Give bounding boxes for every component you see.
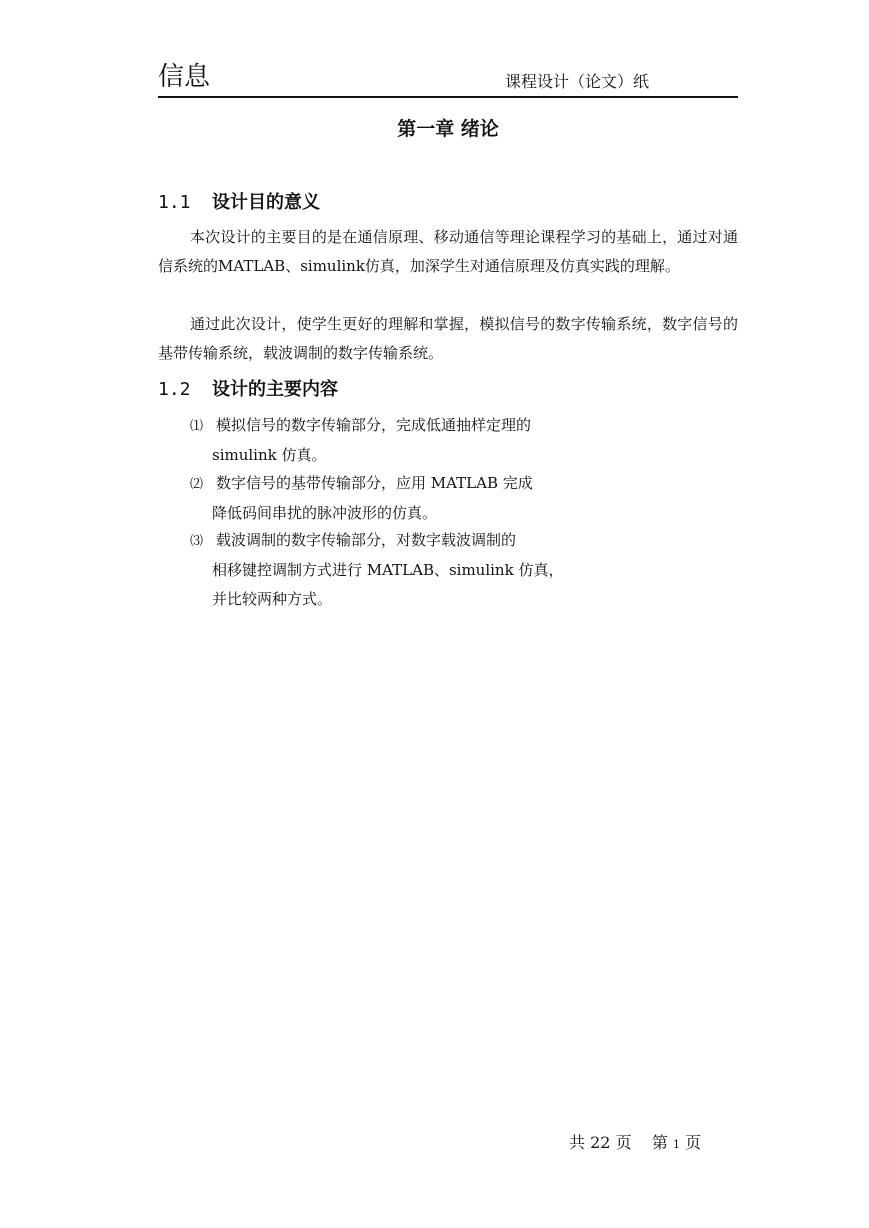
header-divider [158, 96, 738, 98]
footer-total-suffix: 页 [615, 1133, 632, 1152]
list-item-3 [190, 526, 590, 614]
footer-current-prefix: 第 [651, 1133, 668, 1152]
list-item-line: 并比较两种方式。 [212, 590, 333, 608]
list-item-line: 载波调制的数字传输部分，对数字载波调制的 [216, 531, 517, 549]
section1-paragraph-2: 通过此次设计，使学生更好的理解和掌握，模拟信号的数字传输系统，数字信号的基带传输系统，载波调制的数字传输系统。 [158, 315, 738, 362]
footer-total-pages: 22 [590, 1133, 611, 1152]
list-item-line: 数字信号的基带传输部分，应用 MATLAB 完成 [216, 474, 533, 492]
section-title: 设计的主要内容 [212, 379, 338, 400]
list-item-line: 相移键控调制方式进行 MATLAB、simulink 仿真， [212, 561, 564, 579]
section-number: 1.1 [158, 192, 191, 213]
list-item-line: 降低码间串扰的脉冲波形的仿真。 [212, 504, 438, 522]
list-item-line: simulink 仿真。 [212, 446, 327, 464]
list-item-2 [190, 469, 590, 528]
list-item-1 [190, 411, 590, 470]
list-marker: ⑵ [190, 477, 204, 492]
list-item-line: 模拟信号的数字传输部分，完成低通抽样定理的 [216, 416, 532, 434]
page-footer [569, 1133, 701, 1155]
footer-current-page: 1 [673, 1138, 681, 1151]
list-marker: ⑴ [190, 419, 204, 434]
section-heading-1-2 [158, 378, 338, 402]
header-right-text: 课程设计（论文）纸 [505, 72, 650, 91]
section-heading-1-1 [158, 191, 320, 215]
section-title: 设计目的意义 [212, 192, 320, 213]
list-marker: ⑶ [190, 534, 204, 549]
section-number: 1.2 [158, 379, 191, 400]
footer-total-prefix: 共 [569, 1133, 586, 1152]
chapter-title: 第一章 绪论 [397, 118, 499, 140]
footer-current-suffix: 页 [685, 1133, 702, 1152]
section1-paragraph-1: 本次设计的主要目的是在通信原理、移动通信等理论课程学习的基础上，通过对通信系统的MATLAB、simulink仿真，加深学生对通信原理及仿真实践的理解。 [158, 228, 738, 275]
header-left-text: 信息 [158, 62, 211, 92]
